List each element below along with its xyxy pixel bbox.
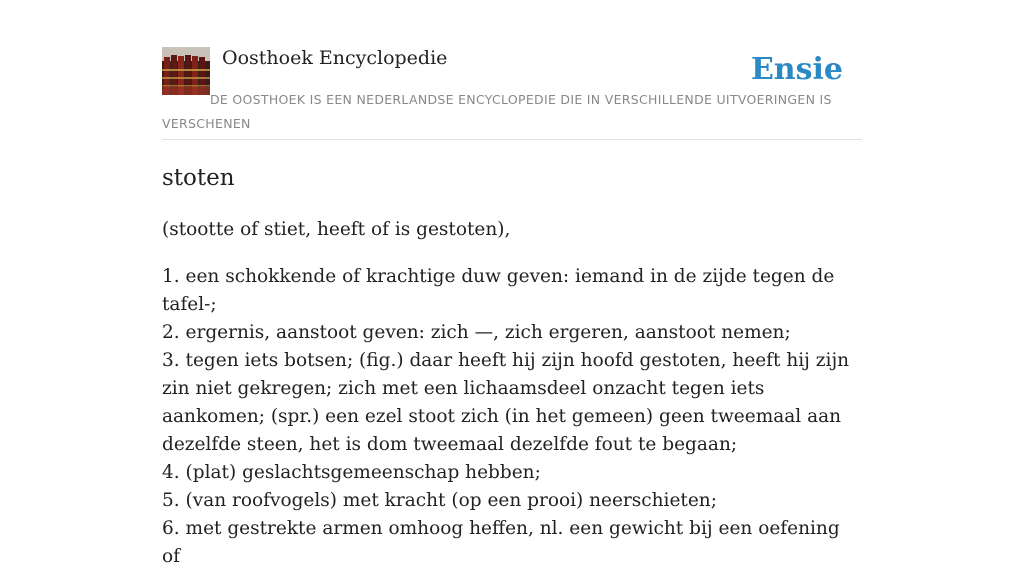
entry-title: stoten <box>162 165 235 191</box>
meaning-item: 6. met gestrekte armen omhoog heffen, nl. een gewicht bij een oefening of <box>162 518 840 567</box>
meaning-item: 4. (plat) geslachtsgemeenschap hebben; <box>162 462 541 483</box>
page-container <box>162 0 862 567</box>
meaning-item: 2. ergernis, aanstoot geven: zich —, zich ergeren, aanstoot nemen; <box>162 322 791 343</box>
site-header <box>162 0 862 140</box>
site-tagline: DE OOSTHOEK IS EEN NEDERLANDSE ENCYCLOPEDIE DIE IN VERSCHILLENDE UITVOERINGEN IS VERSCHENEN <box>162 92 832 131</box>
meaning-item: 1. een schokkende of krachtige duw geven: iemand in de zijde tegen de tafel-; <box>162 266 835 315</box>
site-name-link[interactable]: Oosthoek Encyclopedie <box>222 47 448 69</box>
meaning-item: 5. (van roofvogels) met kracht (op een prooi) neerschieten; <box>162 490 717 511</box>
meaning-item: 3. tegen iets botsen; (fig.) daar heeft hij zijn hoofd gestoten, heeft hij zijn zin niet gekregen; zich met een lichaamsdeel onzacht tegen iets aankomen; (spr.) een ezel stoot zich (in het gemeen) geen tweemaal aan dezelfde steen, het is dom tweemaal dezelfde fout te begaan; <box>162 350 850 455</box>
meanings-list <box>162 263 862 571</box>
entry-grammar: (stootte of stiet, heeft of is gestoten), <box>162 219 511 240</box>
ensie-logo-link[interactable]: Ensie <box>750 52 843 87</box>
